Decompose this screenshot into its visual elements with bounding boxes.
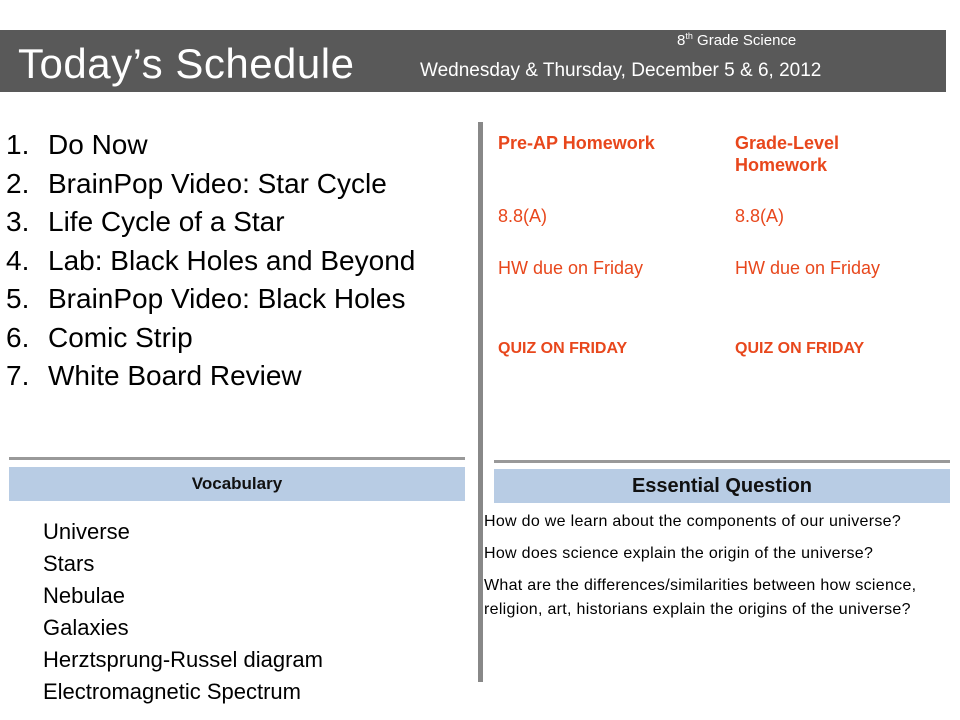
vocabulary-term: Stars	[43, 551, 95, 576]
agenda-item-number: 6.	[6, 321, 30, 353]
agenda-item-number: 7.	[6, 360, 30, 391]
page-title: Today’s Schedule	[18, 40, 355, 87]
grade-level-due: HW due on Friday	[735, 258, 881, 278]
agenda-item-text: Comic Strip	[48, 321, 193, 353]
course-grade: 8	[677, 32, 686, 49]
agenda-item-text: Life Cycle of a Star	[48, 206, 285, 237]
vocabulary-term: Electromagnetic Spectrum	[43, 679, 301, 704]
vocabulary-heading: Vocabulary	[9, 467, 465, 501]
agenda-item	[6, 165, 415, 204]
agenda-item	[6, 357, 415, 396]
agenda-item-text: Lab: Black Holes and Beyond	[48, 244, 416, 276]
agenda-item-number: 2.	[6, 167, 30, 199]
course-label	[677, 31, 796, 49]
pre-ap-homework-heading: Pre-AP Homework	[498, 133, 655, 153]
agenda-item	[6, 319, 415, 358]
agenda-item-text: BrainPop Video: Star Cycle	[48, 167, 387, 199]
vertical-divider	[478, 122, 483, 682]
course-subject: Grade Science	[692, 32, 797, 49]
essential-question-item: What are the differences/similarities between how science, religion, art, historians explain the origins of the universe?	[484, 577, 917, 618]
grade-level-quiz: QUIZ ON FRIDAY	[735, 340, 865, 357]
essential-question-item: How does science explain the origin of the universe?	[484, 545, 874, 562]
vocabulary-term: Galaxies	[43, 615, 129, 640]
agenda-item-number: 4.	[6, 244, 30, 276]
vocabulary-list	[43, 516, 323, 708]
essential-question-heading: Essential Question	[494, 469, 950, 503]
agenda-item	[6, 126, 415, 165]
agenda-item	[6, 203, 415, 242]
agenda-item-number: 5.	[6, 283, 30, 314]
date-label: Wednesday & Thursday, December 5 & 6, 2012	[420, 60, 822, 81]
course-grade-suffix: th	[685, 31, 693, 41]
vocabulary-term: Herztsprung-Russel diagram	[43, 647, 323, 672]
pre-ap-homework-column	[498, 132, 698, 357]
essential-question-item: How do we learn about the components of our universe?	[484, 513, 902, 530]
agenda-item	[6, 242, 415, 281]
agenda-item-text: Do Now	[48, 129, 148, 160]
grade-level-homework-heading: Grade-Level Homework	[735, 133, 840, 175]
grade-level-standard: 8.8(A)	[735, 206, 785, 226]
agenda-item-number: 1.	[6, 129, 30, 160]
grade-level-homework-column	[735, 132, 935, 357]
pre-ap-quiz: QUIZ ON FRIDAY	[498, 340, 628, 357]
pre-ap-due: HW due on Friday	[498, 258, 644, 278]
agenda-item-text: White Board Review	[48, 360, 302, 391]
agenda-list	[6, 126, 415, 396]
vocabulary-term: Universe	[43, 519, 130, 544]
agenda-item-number: 3.	[6, 206, 30, 237]
vocabulary-divider	[9, 457, 465, 460]
agenda-item-text: BrainPop Video: Black Holes	[48, 283, 406, 314]
essential-question-divider	[494, 460, 950, 463]
pre-ap-standard: 8.8(A)	[498, 206, 548, 226]
vocabulary-term: Nebulae	[43, 583, 125, 608]
agenda-item	[6, 280, 415, 319]
essential-question-list	[484, 510, 958, 630]
